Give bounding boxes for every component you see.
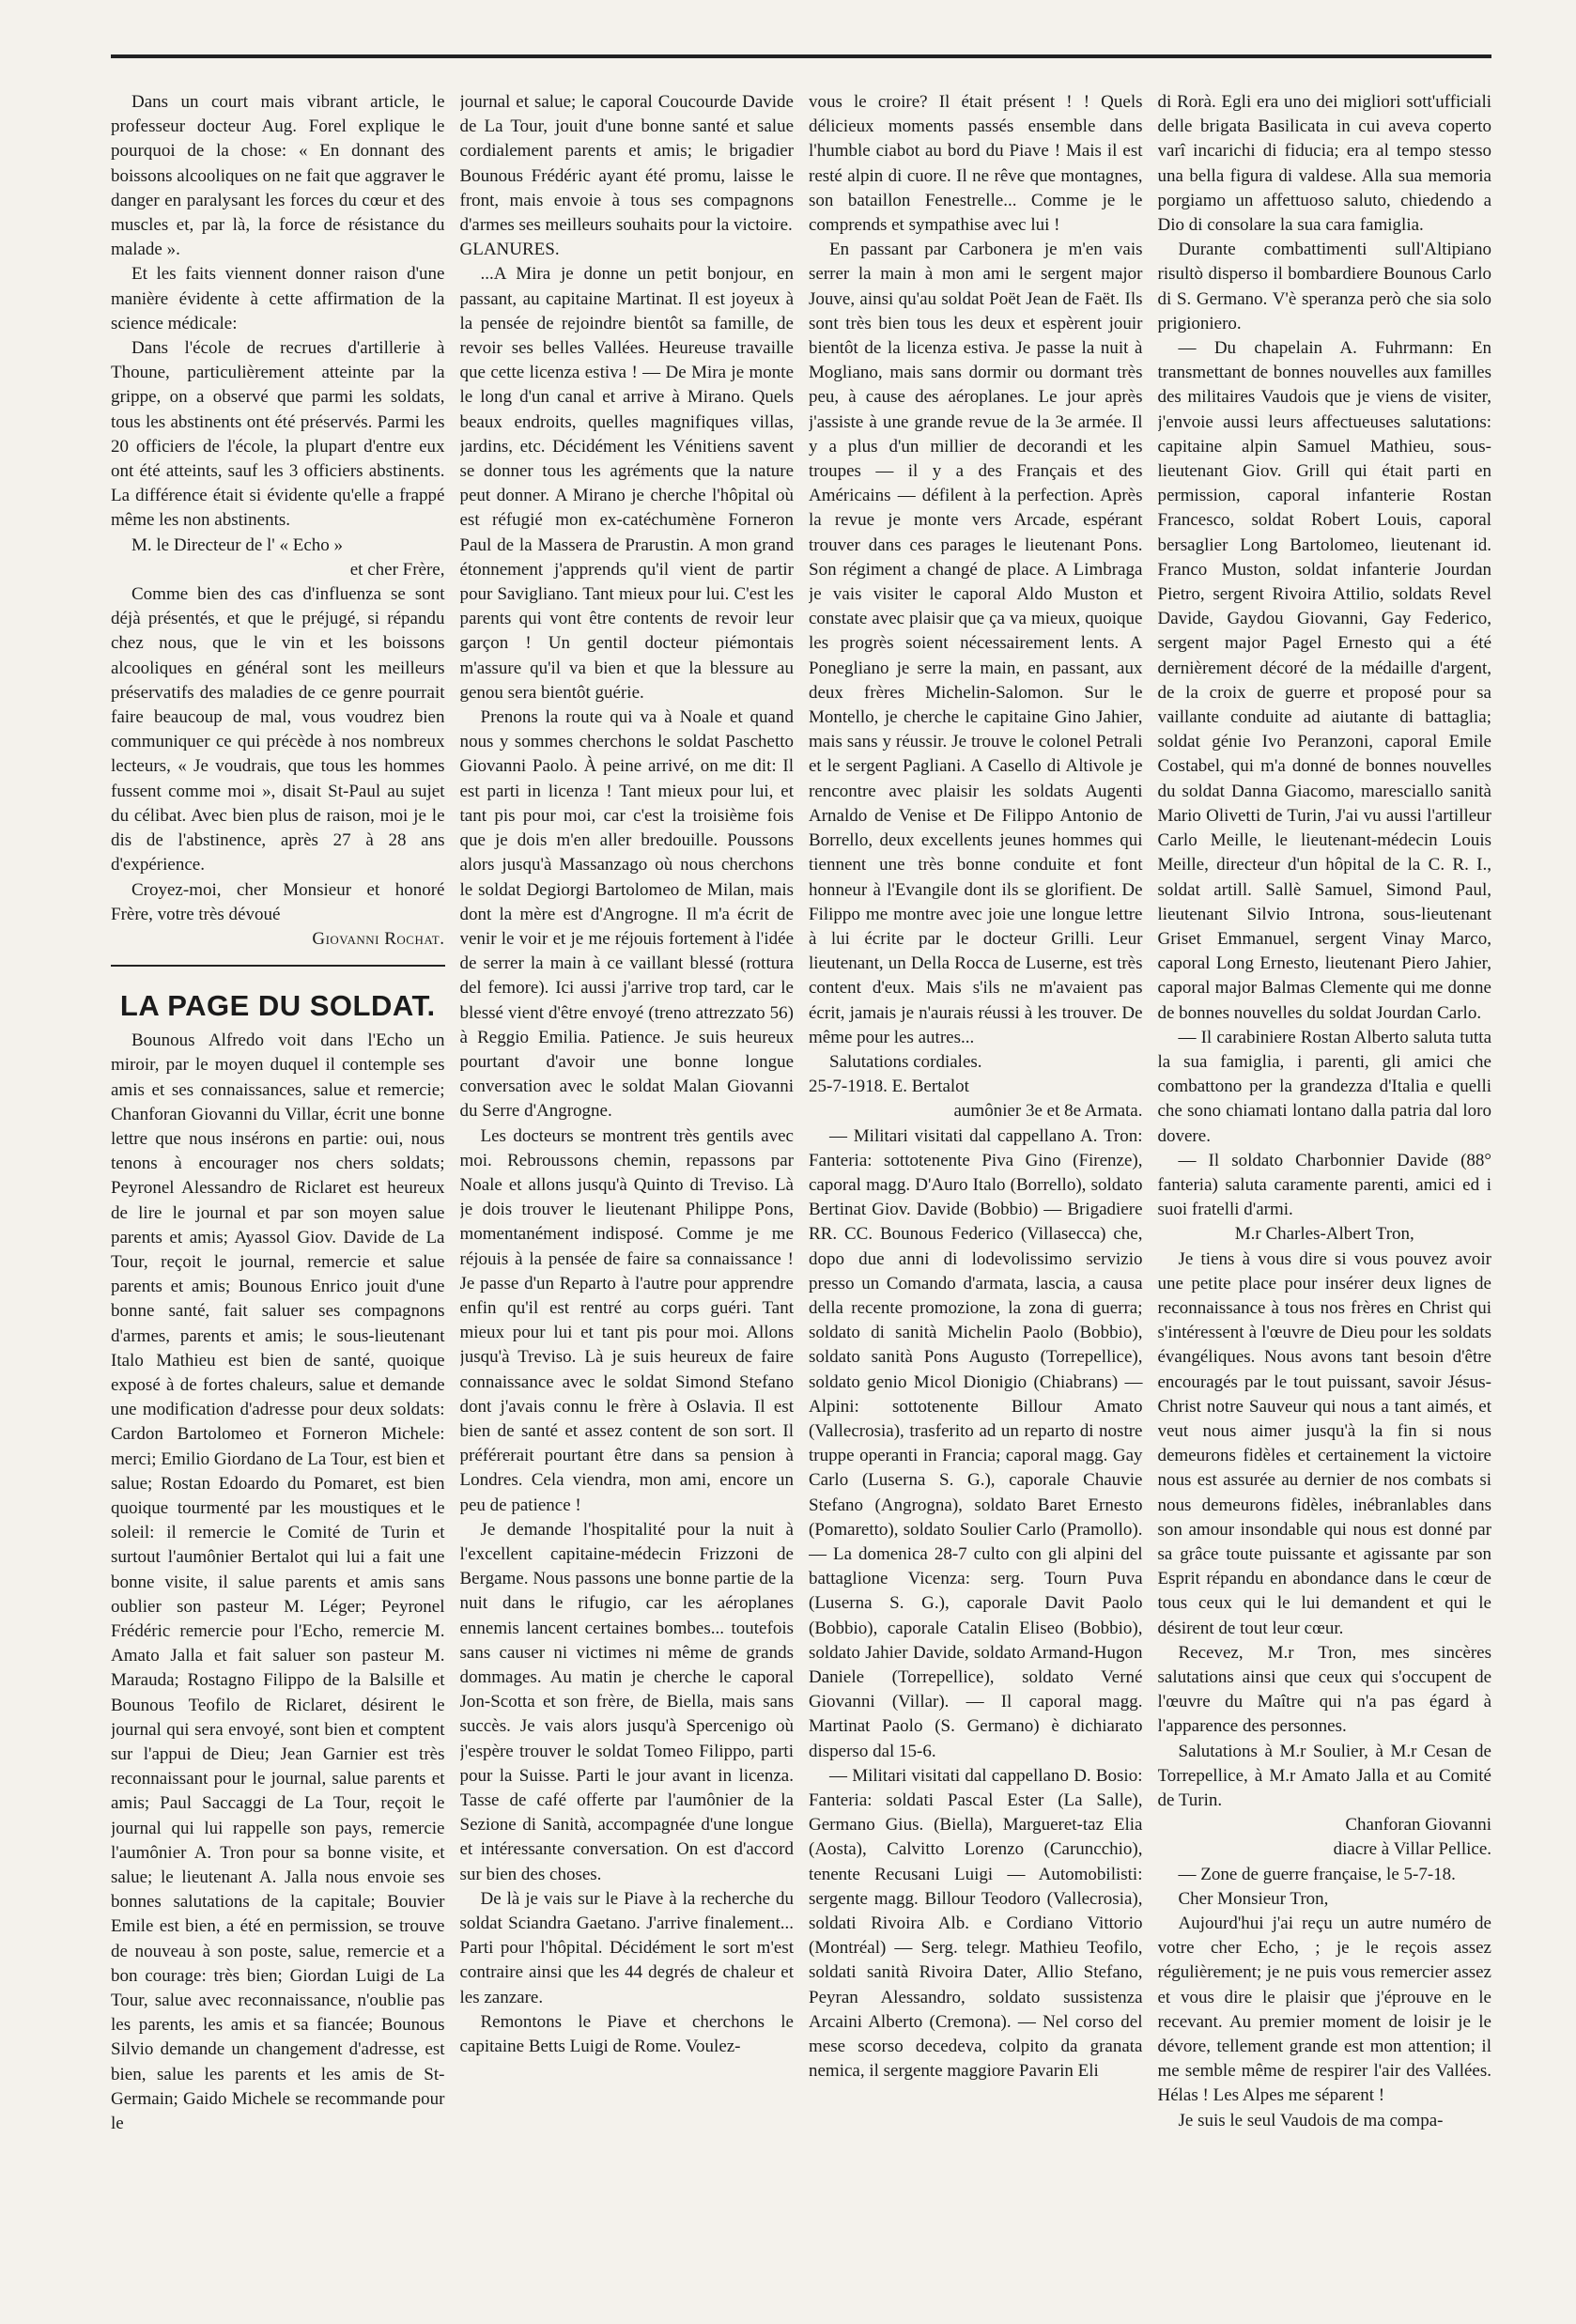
article-paragraph: Giovanni Rochat. — [312, 928, 445, 949]
article-paragraph: Salutations cordiales. — [829, 1051, 982, 1072]
article-paragraph: Je tiens à vous dire si vous pouvez avoir une petite place pour insérer deux lignes de reconnaissance à tous nos frères en Christ qui s'intéressent à l'œuvre de Dieu pour les soldats évangéliques. Nous avons tant besoin d'être encouragés par le tout puissant, savoir Jésus-Christ notre Sauveur qui nous a tant aimés, et veut nous aimer jusqu'à la fin si nous demeurons fidèles et certainement la victoire nous est assurée au dernier de nos combats si nous demeurons fidèles, inébranlables dans son amour insondable qui nous est donné par sa grâce toute puissante et agissante par son Esprit répandu en abondance dans le cœur de tous ceux qui le lui demandent et qui le désirent de tout leur cœur. — [1157, 1248, 1491, 1638]
article-paragraph: M.r Charles-Albert Tron, — [1234, 1224, 1414, 1245]
article-paragraph: Dans l'école de recrues d'artillerie à Thoune, particulièrement atteinte par la grippe, on a observé que parmi les soldats, tous les abstinents ont été préservés. Parmi les 20 officiers de l'école, la plupart d'entre eux ont été atteints, sauf les 3 officiers abstinents. La différence était si évidente qu'elle a frappé même les non abstinents. — [111, 338, 445, 531]
article-paragraph: M. le Directeur de l' « Echo » — [131, 535, 344, 555]
article-paragraph: di Rorà. Egli era uno dei migliori sott'ufficiali delle brigata Basilicata in cui aveva coperto varî incarichi di fiducia; era al tempo stesso una bella figura di valdese. Alla sua memoria porgiamo un affettuoso saluto, chiedendo a Dio di consolare la sua cara famiglia. — [1157, 92, 1491, 236]
article-paragraph: Aujourd'hui j'ai reçu un autre numéro de votre cher Echo, ; je le reçois assez régulièrement; je ne puis vous remercier assez et vous dire le plaisir que j'éprouve en le recevant. Au premier moment de loisir je le dévore, tellement grande est mon attention; il me semble même de respirer l'air des Vallées. Hélas ! Les Alpes me séparent ! — [1157, 1913, 1491, 2106]
article-paragraph: Chanforan Giovanni — [1345, 1815, 1491, 1836]
article-paragraph: — Militari visitati dal cappellano A. Tron: Fanteria: sottotenente Piva Gino (Firenze), caporal magg. D'Auro Italo (Borrello), soldato Bertinat Giov. Davide (Bobbio) — Brigadiere RR. CC. Bounous Federico (Villasecca) che, dopo due anni di lodevolissimo servizio presso un Comando d'armata, lascia, a causa della recente promozione, la zona di guerra; soldato di sanità Michelin Paolo (Bobbio), soldato sanità Pons Augusto (Torrepellice), soldato genio Micol Dionigio (Chiabrans) — Alpini: sottotenente Billour Amato (Vallecrosia), trasferito ad un reparto di nostre truppe operanti in Francia; caporal magg. Gay Carlo (Luserna S. G.), caporale Chauvie Stefano (Angrogna), soldato Baret Ernesto (Pomaretto), soldato Soulier Carlo (Pramollo). — La domenica 28-7 culto con gli alpini del battaglione Vicenza: serg. Tourn Puva (Luserna S. G.), caporale Davit Paolo (Bobbio), caporale Catalin Eliseo (Bobbio), soldato Jahier Davide, soldato Armand-Hugon Daniele (Torrepellice), soldato Verné Giovanni (Villar). — Il caporal magg. Martinat Paolo (S. Germano) è dichiarato disperso dal 15-6. — [809, 1125, 1143, 1761]
article-paragraph: En passant par Carbonera je m'en vais serrer la main à mon ami le sergent major Jouve, ainsi qu'au soldat Poët Jean de Faët. Ils sont très bien tous les deux et espèrent jouir bientôt de la licenza estiva. Je passe la nuit à Mogliano, mais sans dormir ou dormant très peu, à cause des aéroplanes. Le jour après j'assiste à une grande revue de la 3e armée. Il y a plus d'un millier de decorandi et les troupes — il y a des Français et des Américains — défilent à la perfection. Après la revue je monte vers Arcade, espérant trouver dans ces parages le lieutenant Pons. Son régiment a changé de place. A Limbraga je vais visiter le caporal Aldo Muston et constate avec plaisir que ça va mieux, quoique les progrès soient nécessairement lents. A Ponegliano je serre la main, en passant, aux deux frères Michelin-Salomon. Sur le Montello, je cherche le capitaine Gino Jahier, mais sans y réussir. Je trouve le colonel Petrali et le sergent Pagliani. A Casello di Altivole je rencontre avec plaisir les soldats Augenti Arnaldo de Venise et De Filippo Antonio de Borrello, deux excellents jeunes hommes qui tiennent une très bonne conduite et font honneur à l'Evangile dont ils se glorifient. De Filippo me montre avec joie une longue lettre à lui écrite par le docteur Grilli. Leur lieutenant, un Della Rocca de Luserne, est très content d'eux. Mais s'ils ne m'avaient pas écrit, jamais je n'aurais réussi à les trouver. De même pour les autres... — [809, 240, 1143, 1047]
article-paragraph: — Militari visitati dal cappellano D. Bosio: Fanteria: soldati Pascal Ester (La Salle), Germano Gius. (Biella), Margueret-taz Elia (Aosta), Calvitto Lorenzo (Caruncchio), tenente Recusani Luigi — Automobilisti: sergente magg. Billour Teodoro (Vallecrosia), soldati Rivoira Alb. e Cordiano Vittorio (Montréal) — Serg. telegr. Mathieu Teofilo, soldati sanità Rivoira Dater, Allio Stefano, Peyran Alessandro, soldato sussistenza Arcaini Alberto (Cremona). — Nel corso del mese scorso decedeva, colpito da granata nemica, il sergente maggiore Pavarin Eli — [809, 1765, 1143, 2082]
article-paragraph: Recevez, M.r Tron, mes sincères salutations ainsi que ceux qui s'occupent de l'œuvre du Maître qui n'a pas égard à l'apparence des personnes. — [1157, 1642, 1491, 1737]
article-paragraph: Prenons la route qui va à Noale et quand nous y sommes cherchons le soldat Paschetto Giovanni Paolo. À peine arrivé, on me dit: Il est parti in licenza ! Tant mieux pour lui, et tant pis pour moi, car c'est la troisième fois que je dois m'en aller bredouille. Poussons alors jusqu'à Massanzago où nous cherchons le soldat Degiorgi Bartolomeo de Milan, mais dont la mère est d'Angrogne. Il m'a écrit de venir le voir et je me réjouis fortement à l'idée de serrer la main à ce vaillant blessé (rottura del femore). Ici aussi j'arrive trop tard, car le blessé vient d'être envoyé (treno attrezzato 56) à Reggio Emilia. Patience. Je suis heureux pourtant d'avoir une bonne longue conversation avec le soldat Malan Giovanni du Serre d'Angrogne. — [459, 707, 794, 1122]
article-paragraph: Cher Monsieur Tron, — [1178, 1888, 1329, 1909]
article-paragraph: vous le croire? Il était présent ! ! Quels délicieux moments passés ensemble dans l'humble ciabot au bord du Piave ! Mais il est resté alpin di cuore. Il ne rêve que montagnes, son bataillon Fenestrelle... Comme je le comprends et sympathise avec lui ! — [809, 92, 1143, 236]
article-paragraph: Durante combattimenti sull'Altipiano risultò disperso il bombardiere Bounous Carlo di S. Germano. V'è speranza però che sia solo prigioniero. — [1157, 240, 1491, 333]
article-paragraph: ...A Mira je donne un petit bonjour, en passant, au capitaine Martinat. Il est joyeux à la pensée de rejoindre bientôt sa famille, de revoir ses belles Vallées. Heureuse travaille que cette licenza estiva ! — De Mira je monte le long d'un canal et arrive à Mirano. Quels beaux endroits, quelles magnifiques villas, jardins, etc. Décidément les Vénitiens savent se donner tous les agréments que la nature peut donner. A Mirano je cherche l'hôpital où est réfugié mon ex-catéchumène Forneron Paul de la Massera de Prarustin. A mon grand étonnement j'apprends qu'il vient de partir pour Savigliano. Tant mieux pour lui. C'est les parents qui vont être contents de revoir leur garçon ! Un gentil docteur piémontais m'assure qu'il va bien et que la blessure au genou sera bientôt guérie. — [459, 264, 794, 703]
article-paragraph: journal et salue; le caporal Coucourde Davide de La Tour, jouit d'une bonne santé et salue cordialement parents et amis; le brigadier Bounous Frédéric ayant été promu, laisse le front, mais envoie à tous ses compagnons d'armes ses meilleurs souhaits pour la victoire. — [459, 92, 794, 236]
article-paragraph: diacre à Villar Pellice. — [1333, 1839, 1491, 1860]
article-paragraph: Je demande l'hospitalité pour la nuit à l'excellent capitaine-médecin Frizzoni de Bergame. Nous passons une bonne partie de la nuit dans le rifugio, car les aéroplanes ennemis lancent certaines bombes... toutefois sans causer ni victimes ni même de grands dommages. Au matin je cherche le caporal Jon-Scotta et son frère, de Biella, mais sans succès. Je vais alors jusqu'à Spercenigo où j'espère trouver le soldat Tomeo Filippo, parti pour la Suisse. Parti le jour avant in licenza. Tasse de café offerte par l'aumônier de la Sezione di Sanità, accompagnée d'une longue et intéressante conversation. On est d'accord sur bien des choses. — [459, 1519, 794, 1884]
article-paragraph: — Il soldato Charbonnier Davide (88° fanteria) saluta caramente parenti, amici ed i suoi fratelli d'armi. — [1157, 1150, 1491, 1220]
article-paragraph: Je suis le seul Vaudois de ma compa- — [1178, 2110, 1444, 2130]
article-paragraph: aumônier 3e et 8e Armata. — [953, 1101, 1143, 1122]
article-paragraph: Les docteurs se montrent très gentils avec moi. Rebroussons chemin, repassons par Noale et allons jusqu'à Quinto di Treviso. Là je dois trouver le lieutenant Philippe Pons, momentanément indisposé. Comme je me réjouis à la pensée de faire sa connaissance ! Je passe d'un Reparto à l'autre pour apprendre enfin qu'il est rentré au corps guéri. Tant mieux pour lui et tant pis pour moi. Allons jusqu'à Treviso. Là je suis heureux de faire connaissance avec le soldat Simond Stefano dont j'avais connu le frère à Oslavia. Il est bien de santé et assez content de son sort. Il préférerait pourtant être dans sa pension à Londres. Cela viendra, mon ami, encore un peu de patience ! — [459, 1125, 794, 1515]
article-paragraph: De là je vais sur le Piave à la recherche du soldat Sciandra Gaetano. J'arrive finalement... Parti pour l'hôpital. Décidément le sort m'est contraire ainsi que les 44 degrés de chaleur et les zanzare. — [459, 1888, 794, 2007]
article-paragraph: 25-7-1918. E. Bertalot — [809, 1077, 969, 1097]
column-3 — [809, 90, 1143, 2241]
article-paragraph: Remontons le Piave et cherchons le capitaine Betts Luigi de Rome. Voulez- — [459, 2011, 794, 2057]
article-paragraph: Comme bien des cas d'influenza se sont déjà présentés, et que le préjugé, si répandu chez nous, que le vin et les boissons alcooliques en général sont les meilleurs préservatifs des maladies de ce genre pourrait faire beaucoup de mal, vous voudrez bien communiquer ce qui précède à nos nombreux lecteurs, « Je voudrais, que tous les hommes fussent comme moi », disait St-Paul au sujet du célibat. Avec bien plus de raison, moi je le dis de l'abstinence, après 27 à 28 ans d'expérience. — [111, 584, 445, 875]
article-paragraph: — Du chapelain A. Fuhrmann: En transmettant de bonnes nouvelles aux familles des militaires Vaudois que je viens de visiter, j'envoie aussi leurs affectueuses salutations: capitaine alpin Samuel Mathieu, sous-lieutenant Giov. Grill qui était parti en permission, caporal infanterie Rostan Francesco, soldat Robert Louis, caporal bersaglier Long Bartolomeo, lieutenant id. Franco Muston, soldat infanterie Jourdan Pietro, sergent Rivoira Attilio, soldats Revel Davide, Gaydou Giovanni, Gay Federico, sergent major Pagel Ernesto qui a été dernièrement décoré de la médaille d'argent, de la croix de guerre et proposé pour sa vaillante conduite ad aiutante di battaglia; soldat génie Ivo Peranzoni, caporal Emile Costabel, qui m'a donné de bonnes nouvelles du soldat Danna Giacomo, maresciallo sanità Mario Olivetti de Turin, J'ai vu aussi l'artilleur Carlo Meille, le lieutenant-médecin Louis Meille, directeur d'un hôpital de la C. R. I., soldat artill. Sallè Samuel, Simond Paul, lieutenant Silvio Introna, sous-lieutenant Griset Emmanuel, sergent Vinay Marco, caporal Long Ernesto, lieutenant Piero Jahier, caporal major Balmas Clemente qui me donne de bonnes nouvelles du soldat Jourdan Carlo. — [1157, 338, 1491, 1023]
section-divider — [111, 965, 445, 967]
article-paragraph: Dans un court mais vibrant article, le professeur docteur Aug. Forel explique le pourquoi de la chose: « En donnant des boissons alcooliques on ne fait que aggraver le danger en paralysant les forces du cœur et des muscles et, par là, la force de résistance du malade ». — [111, 92, 445, 260]
column-2 — [460, 90, 795, 2241]
article-columns — [111, 90, 1491, 2241]
header-rule — [111, 54, 1491, 58]
column-4 — [1158, 90, 1492, 2241]
article-paragraph: — Zone de guerre française, le 5-7-18. — [1178, 1864, 1456, 1884]
article-paragraph: Croyez-moi, cher Monsieur et honoré Frère, votre très dévoué — [111, 879, 445, 924]
section-heading: LA PAGE DU SOLDAT. — [119, 989, 436, 1023]
article-paragraph: GLANURES. — [459, 240, 560, 260]
column-1 — [111, 90, 445, 2241]
article-paragraph: Bounous Alfredo voit dans l'Echo un miroir, par le moyen duquel il contemple ses amis et ses connaissances, salue et remercie; Chanforan Giovanni du Villar, écrit une bonne lettre que nous insérons en partie: oui, nous tenons à encourager nos chers soldats; Peyronel Alessandro de Riclaret est heureux de lire le journal et par son moyen salue parents et amis; Ayassol Giov. Davide de La Tour, reçoit le journal, remercie et salue parents et amis; Bounous Enrico jouit d'une bonne santé, fait saluer ses compagnons d'armes, parents et amis; le sous-lieutenant Italo Mathieu est bien de santé, quoique exposé à de fortes chaleurs, salue et demande une modification d'adresse pour deux soldats: Cardon Bartolomeo et Forneron Michele: merci; Emilio Giordano de La Tour, est bien et salue; Rostan Edoardo du Pomaret, est bien quoique tourmenté par les moustiques et le soleil: il remercie le Comité de Turin et surtout l'aumônier Bertalot qui lui a fait une bonne visite, il salue parents et amis sans oublier son pasteur M. Léger; Peyronel Frédéric remercie pour l'Echo, remercie M. Amato Jalla et fait saluer son pasteur M. Marauda; Rostagno Filippo de la Balsille et Bounous Teofilo de Riclaret, désirent le journal qui sera envoyé, sont bien et comptent sur l'appui de Dieu; Jean Garnier est très reconnaissant pour le journal, salue parents et amis; Paul Saccaggi de La Tour, reçoit le journal qui lui rappelle son pays, remercie l'aumônier A. Tron pour sa bonne visite, et salue; le lieutenant A. Jalla nous envoie ses bonnes salutations de la capitale; Bouvier Emile est bien, a été en permission, se trouve de nouveau à son poste, salue, remercie et a bon courage: très bien; Giordan Luigi de La Tour, salue avec reconnaissance, n'oublie pas les parents, les amis et sa fiancée; Bounous Silvio demande un changement d'adresse, est bien, salue les parents et les amis de St-Germain; Gaido Michele se recommande pour le — [111, 1030, 445, 2134]
article-paragraph: Et les faits viennent donner raison d'une manière évidente à cette affirmation de la science médicale: — [111, 264, 445, 333]
article-paragraph: — Il carabiniere Rostan Alberto saluta tutta la sua famiglia, i parenti, gli amici che combattono per la grandezza d'Italia e quelli che sono chiamati lontano dalla patria dal loro dovere. — [1157, 1027, 1491, 1146]
article-paragraph: et cher Frère, — [349, 559, 445, 580]
article-paragraph: Salutations à M.r Soulier, à M.r Cesan de Torrepellice, à M.r Amato Jalla et au Comité de Turin. — [1157, 1741, 1491, 1811]
